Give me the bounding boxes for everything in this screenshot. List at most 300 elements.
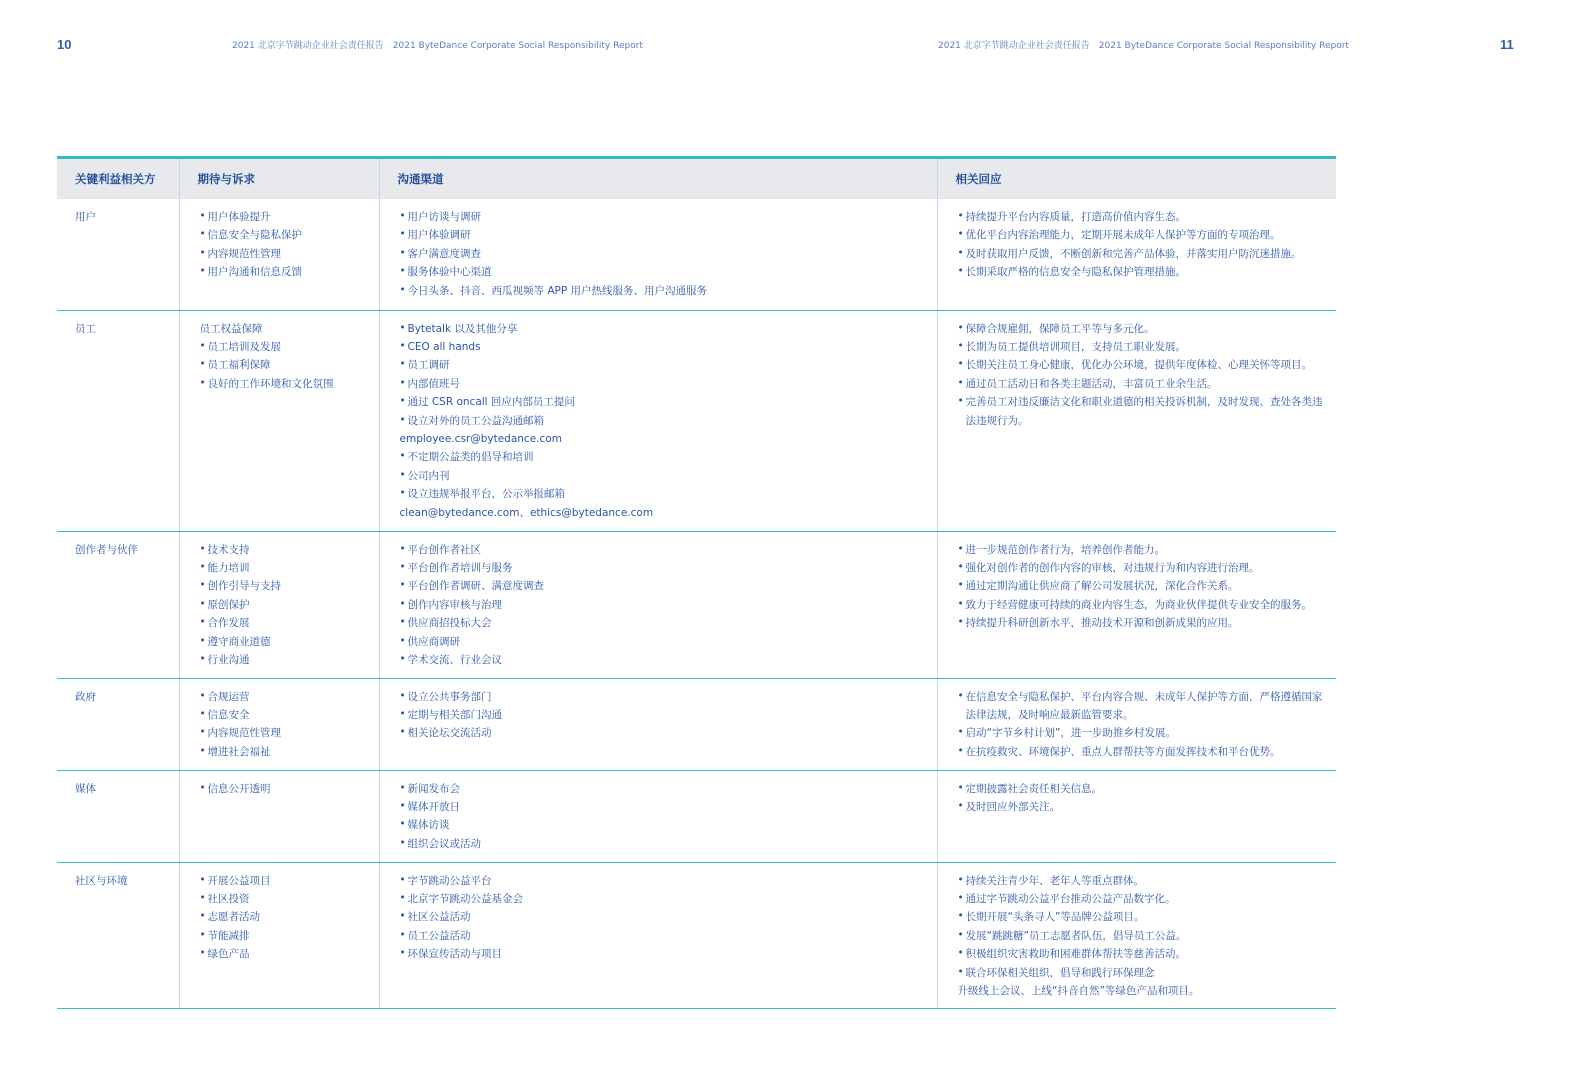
list-item: [958, 964, 1329, 982]
bullet-icon: •: [199, 339, 206, 352]
list-item-text: 持续关注青少年、老年人等重点群体。: [965, 874, 1144, 887]
bullet-icon: •: [399, 616, 406, 629]
bullet-icon: •: [957, 265, 964, 278]
list-item-text: 员工公益活动: [407, 929, 471, 942]
list-item: [400, 945, 929, 963]
list-item: [400, 559, 929, 577]
channels-list: [400, 780, 929, 854]
list-item: [200, 688, 371, 706]
list-item: [200, 596, 371, 614]
list-item-text: 持续提升科研创新水平，推动技术开源和创新成果的应用。: [965, 617, 1239, 630]
bullet-icon: •: [399, 487, 406, 500]
list-item: [958, 559, 1329, 577]
bullet-icon: •: [199, 910, 206, 923]
column-header-expectations: 期待与诉求: [179, 158, 379, 200]
list-item: [400, 596, 929, 614]
list-item: [958, 890, 1329, 908]
expectations-cell: [179, 862, 379, 1009]
expectations-list: [200, 872, 371, 964]
bullet-icon: •: [199, 265, 206, 278]
bullet-icon: •: [199, 726, 206, 739]
list-item-text: 增进社会福祉: [207, 745, 271, 758]
list-item-text: Bytetalk 以及其他分享: [407, 322, 518, 335]
bullet-icon: •: [957, 542, 964, 555]
list-item: [958, 208, 1329, 226]
bullet-icon: •: [957, 616, 964, 629]
bullet-icon: •: [199, 707, 206, 720]
table-header: [57, 158, 1336, 200]
column-header-channels: 沟通渠道: [379, 158, 937, 200]
table-row: [57, 531, 1336, 678]
bullet-icon: •: [957, 781, 964, 794]
bullet-icon: •: [399, 450, 406, 463]
list-item: [400, 724, 929, 742]
list-item-text: 客户满意度调查: [407, 247, 481, 260]
expectations-cell: [179, 770, 379, 862]
list-item-text: 公司内刊: [407, 469, 450, 482]
list-item: [200, 226, 371, 244]
list-item-text: 供应商调研: [407, 635, 460, 648]
list-item-text: 通过员工活动日和各类主题活动，丰富员工业余生活。: [965, 377, 1218, 390]
list-item-text: 设立违规举报平台，公示举报邮箱: [407, 488, 565, 501]
list-item: [400, 485, 929, 503]
stakeholder-cell: 媒体: [57, 770, 179, 862]
list-item-text: 相关论坛交流活动: [407, 727, 492, 740]
list-item: [200, 263, 371, 281]
bullet-icon: •: [199, 358, 206, 371]
list-item-text: 行业沟通: [207, 653, 250, 666]
list-item-text: 社区投资: [207, 892, 250, 905]
responses-list: [958, 688, 1329, 762]
bullet-icon: •: [399, 283, 406, 296]
list-item: [400, 614, 929, 632]
list-item-text: 用户访谈与调研: [407, 211, 481, 223]
list-item: [200, 945, 371, 963]
list-item: [200, 908, 371, 926]
list-item-text: 在信息安全与隐私保护、平台内容合规、未成年人保护等方面，严格遵循国家法律法规，及时响应最新监管要求。: [965, 690, 1323, 721]
bullet-icon: •: [199, 634, 206, 647]
bullet-icon: •: [199, 891, 206, 904]
bullet-icon: •: [399, 413, 406, 426]
list-item-text: 持续提升平台内容质量，打造高价值内容生态。: [965, 211, 1186, 223]
list-item-text: 平台创作者培训与服务: [407, 561, 513, 574]
bullet-icon: •: [957, 376, 964, 389]
list-item-text: 字节跳动公益平台: [407, 874, 492, 887]
stakeholder-cell: 政府: [57, 678, 179, 770]
list-item: [400, 890, 929, 908]
list-item-text: 供应商招投标大会: [407, 617, 492, 630]
channels-cell: [379, 199, 937, 310]
bullet-icon: •: [957, 321, 964, 334]
list-item-text: 设立对外的员工公益沟通邮箱: [407, 414, 544, 427]
list-item: [200, 614, 371, 632]
bullet-icon: •: [399, 634, 406, 647]
column-header-stakeholder: 关键利益相关方: [57, 158, 179, 200]
list-item-text: 平台创作者社区: [407, 543, 481, 556]
bullet-icon: •: [199, 542, 206, 555]
table-row: [57, 199, 1336, 310]
bullet-icon: •: [957, 560, 964, 573]
bullet-icon: •: [399, 228, 406, 241]
responses-cell: [937, 531, 1336, 678]
responses-list: [958, 872, 1329, 1001]
bullet-icon: •: [399, 910, 406, 923]
bullet-icon: •: [399, 799, 406, 812]
list-item-text: 积极组织灾害救助和困难群体帮扶等慈善活动。: [965, 948, 1186, 961]
list-item-text: 服务体验中心渠道: [407, 266, 492, 279]
list-item-text: 遵守商业道德: [207, 635, 271, 648]
expectations-list: [200, 780, 371, 798]
list-item-text: 信息安全: [207, 708, 250, 721]
list-item: [400, 927, 929, 945]
list-item-text: 组织会议或活动: [407, 837, 481, 850]
bullet-icon: •: [957, 947, 964, 960]
list-item: [958, 541, 1329, 559]
channels-cell: [379, 678, 937, 770]
bullet-icon: •: [199, 947, 206, 960]
running-title-left: 2021 北京字节跳动企业社会责任报告 2021 ByteDance Corporate Social Responsibility Report: [232, 41, 643, 51]
bullet-icon: •: [399, 321, 406, 334]
header-row: [57, 158, 1336, 200]
list-item: [958, 872, 1329, 890]
list-item: [958, 393, 1329, 430]
expectations-list: [200, 320, 371, 394]
list-item: [400, 780, 929, 798]
bullet-icon: •: [399, 579, 406, 592]
bullet-icon: •: [399, 210, 406, 222]
list-item: [958, 780, 1329, 798]
bullet-icon: •: [199, 560, 206, 573]
bullet-icon: •: [399, 836, 406, 849]
list-item: [200, 633, 371, 651]
expectations-cell: [179, 199, 379, 310]
channels-list: [400, 541, 929, 670]
list-item-text: 启动“字节乡村计划”，进一步助推乡村发展。: [965, 727, 1176, 740]
list-item: [200, 890, 371, 908]
list-item-text: 通过定期沟通让供应商了解公司发展状况，深化合作关系。: [965, 580, 1239, 593]
list-item-text: 升级线上会议、上线“抖音自然”等绿色产品和项目。: [957, 984, 1200, 997]
list-item: [400, 245, 929, 263]
list-item-text: employee.csr@bytedance.com: [399, 432, 562, 445]
list-item-text: 优化平台内容治理能力，定期开展未成年人保护等方面的专项治理。: [965, 229, 1281, 242]
responses-cell: [937, 678, 1336, 770]
list-item-text: 原创保护: [207, 598, 250, 611]
list-item-text: clean@bytedance.com、ethics@bytedance.com: [399, 506, 654, 519]
bullet-icon: •: [957, 744, 964, 757]
bullet-icon: •: [399, 376, 406, 389]
list-item-text: 媒体开放日: [407, 800, 460, 813]
bullet-icon: •: [957, 228, 964, 241]
list-item-text: 内容规范性管理: [207, 247, 281, 260]
column-header-responses: 相关回应: [937, 158, 1336, 200]
list-item-text: 今日头条、抖音、西瓜视频等 APP 用户热线服务、用户沟通服务: [407, 284, 708, 297]
list-item-text: 用户体验调研: [407, 229, 471, 242]
list-item-text: 定期披露社会责任相关信息。: [965, 782, 1102, 795]
list-item: [400, 633, 929, 651]
list-item: [958, 320, 1329, 338]
list-item-text: 长期关注员工身心健康，优化办公环境，提供年度体检、心理关怀等项目。: [965, 359, 1312, 372]
bullet-icon: •: [199, 616, 206, 629]
bullet-icon: •: [957, 799, 964, 812]
expectations-list: [200, 208, 371, 282]
list-item: [400, 208, 929, 226]
bullet-icon: •: [199, 689, 206, 702]
bullet-icon: •: [399, 781, 406, 794]
running-title-right: 2021 北京字节跳动企业社会责任报告 2021 ByteDance Corporate Social Responsibility Report: [938, 41, 1349, 51]
list-item: [400, 688, 929, 706]
expectations-list: [200, 688, 371, 762]
bullet-icon: •: [957, 246, 964, 259]
list-item-text: 长期开展“头条寻人”等品牌公益项目。: [965, 911, 1145, 924]
bullet-icon: •: [199, 744, 206, 757]
bullet-icon: •: [399, 265, 406, 278]
bullet-icon: •: [399, 358, 406, 371]
list-item: [400, 356, 929, 374]
table-row: [57, 770, 1336, 862]
list-item-text: 内容规范性管理: [207, 727, 281, 740]
list-item-text: 绿色产品: [207, 948, 250, 961]
list-item-text: 联合环保相关组织，倡导和践行环保理念: [965, 966, 1155, 979]
list-item: [200, 375, 371, 393]
list-item: [400, 263, 929, 281]
list-item: [200, 780, 371, 798]
list-item: [400, 706, 929, 724]
bullet-icon: •: [957, 891, 964, 904]
list-item: [400, 872, 929, 890]
list-item-text: 在抗疫救灾、环境保护、重点人群帮扶等方面发挥技术和平台优势。: [965, 745, 1281, 758]
list-item: [958, 688, 1329, 725]
list-item-text: 环保宣传活动与项目: [407, 948, 502, 961]
stakeholder-cell: 用户: [57, 199, 179, 310]
bullet-icon: •: [399, 947, 406, 960]
bullet-icon: •: [399, 818, 406, 831]
list-item-text: 设立公共事务部门: [407, 690, 492, 703]
bullet-icon: •: [199, 873, 206, 886]
list-item: [958, 982, 1329, 1000]
bullet-icon: •: [957, 597, 964, 610]
list-item: [958, 596, 1329, 614]
list-item: [958, 798, 1329, 816]
list-item-text: 内部值班号: [407, 377, 460, 390]
list-item-text: 信息公开透明: [207, 782, 271, 795]
list-item-text: 用户体验提升: [207, 211, 271, 223]
list-item-text: 完善员工对违反廉洁文化和职业道德的相关投诉机制，及时发现、查处各类违法违规行为。: [965, 396, 1323, 427]
bullet-icon: •: [199, 210, 206, 222]
expectations-cell: [179, 531, 379, 678]
stakeholder-cell: 社区与环境: [57, 862, 179, 1009]
bullet-icon: •: [957, 339, 964, 352]
list-item: [200, 356, 371, 374]
bullet-icon: •: [957, 873, 964, 886]
list-item: [400, 467, 929, 485]
responses-cell: [937, 770, 1336, 862]
page-number-right: 11: [1500, 37, 1514, 52]
expectations-cell: [179, 678, 379, 770]
list-item: [958, 614, 1329, 632]
page-number-left: 10: [57, 37, 72, 52]
list-item-text: 信息安全与隐私保护: [207, 229, 302, 242]
channels-list: [400, 208, 929, 300]
list-item: [400, 835, 929, 853]
list-item-text: 及时回应外部关注。: [965, 800, 1060, 813]
list-item: [400, 338, 929, 356]
bullet-icon: •: [399, 597, 406, 610]
list-item: [958, 245, 1329, 263]
list-item-text: 学术交流、行业会议: [407, 653, 502, 666]
bullet-icon: •: [957, 210, 964, 222]
bullet-icon: •: [199, 228, 206, 241]
channels-list: [400, 872, 929, 964]
list-item-text: 社区公益活动: [407, 911, 471, 924]
list-item-text: 开展公益项目: [207, 874, 271, 887]
list-item: [958, 724, 1329, 742]
responses-list: [958, 208, 1329, 282]
list-item: [400, 798, 929, 816]
bullet-icon: •: [399, 395, 406, 408]
bullet-icon: •: [399, 560, 406, 573]
list-item-text: 及时获取用户反馈，不断创新和完善产品体验，并落实用户防沉迷措施。: [965, 247, 1302, 260]
bullet-icon: •: [199, 652, 206, 665]
bullet-icon: •: [399, 891, 406, 904]
table-row: [57, 678, 1336, 770]
list-item: [200, 872, 371, 890]
list-item: [200, 245, 371, 263]
bullet-icon: •: [957, 726, 964, 739]
list-item-text: 合规运营: [207, 690, 250, 703]
list-item-text: 创作引导与支持: [207, 580, 281, 593]
list-item: [400, 320, 929, 338]
bullet-icon: •: [199, 376, 206, 389]
list-item: [200, 724, 371, 742]
list-item-text: 用户沟通和信息反馈: [207, 266, 302, 279]
list-item: [958, 743, 1329, 761]
list-item-text: 员工福利保障: [207, 359, 271, 372]
list-item: [400, 282, 929, 300]
list-item-text: 员工培训及发展: [207, 340, 281, 353]
channels-list: [400, 688, 929, 743]
channels-cell: [379, 531, 937, 678]
bullet-icon: •: [957, 928, 964, 941]
list-item: [400, 504, 929, 522]
bullet-icon: •: [199, 579, 206, 592]
list-item-text: 良好的工作环境和文化氛围: [207, 377, 334, 390]
list-item-text: 不定期公益类的倡导和培训: [407, 451, 534, 464]
channels-cell: [379, 862, 937, 1009]
list-item: [400, 412, 929, 430]
bullet-icon: •: [199, 246, 206, 259]
list-item-text: 合作发展: [207, 617, 250, 630]
list-item-text: 员工调研: [407, 359, 450, 372]
list-item-text: 能力培训: [207, 561, 250, 574]
bullet-icon: •: [399, 707, 406, 720]
list-item: [400, 430, 929, 448]
table-row: [57, 862, 1336, 1009]
table-row: [57, 310, 1336, 531]
bullet-icon: •: [399, 339, 406, 352]
expectations-cell: [179, 310, 379, 531]
list-item: [958, 356, 1329, 374]
bullet-icon: •: [399, 246, 406, 259]
list-item: [958, 375, 1329, 393]
list-item-text: 创作内容审核与治理: [407, 598, 502, 611]
bullet-icon: •: [957, 358, 964, 371]
list-item-text: 媒体访谈: [407, 819, 450, 832]
list-item: [400, 448, 929, 466]
list-item-text: 通过 CSR oncall 回应内部员工提问: [407, 396, 575, 409]
bullet-icon: •: [399, 652, 406, 665]
table-body: [57, 199, 1336, 1009]
list-item-text: 节能减排: [207, 929, 250, 942]
list-item: [958, 577, 1329, 595]
list-item-text: 强化对创作者的创作内容的审核，对违规行为和内容进行治理。: [965, 561, 1260, 574]
list-item: [200, 927, 371, 945]
list-item: [958, 908, 1329, 926]
list-item: [400, 375, 929, 393]
list-item-text: 志愿者活动: [207, 911, 260, 924]
list-item: [200, 577, 371, 595]
stakeholder-cell: 员工: [57, 310, 179, 531]
bullet-icon: •: [957, 965, 964, 978]
bullet-icon: •: [957, 689, 964, 702]
list-item: [400, 226, 929, 244]
list-item: [200, 706, 371, 724]
responses-cell: [937, 199, 1336, 310]
list-item-text: 新闻发布会: [407, 782, 460, 795]
list-item: [958, 945, 1329, 963]
list-item: [200, 338, 371, 356]
list-item: [200, 651, 371, 669]
channels-cell: [379, 310, 937, 531]
channels-cell: [379, 770, 937, 862]
list-item-text: CEO all hands: [407, 340, 481, 353]
bullet-icon: •: [199, 928, 206, 941]
list-item: [958, 263, 1329, 281]
list-item-text: 平台创作者调研、满意度调查: [407, 580, 544, 593]
list-item: [958, 226, 1329, 244]
list-item-text: 员工权益保障: [199, 322, 263, 335]
list-item: [200, 559, 371, 577]
stakeholder-cell: 创作者与伙伴: [57, 531, 179, 678]
bullet-icon: •: [399, 873, 406, 886]
bullet-icon: •: [957, 579, 964, 592]
list-item: [400, 393, 929, 411]
list-item-text: 长期采取严格的信息安全与隐私保护管理措施。: [965, 266, 1186, 279]
list-item: [200, 320, 371, 338]
responses-list: [958, 780, 1329, 817]
list-item-text: 保障合规雇佣，保障员工平等与多元化。: [965, 322, 1155, 335]
bullet-icon: •: [199, 597, 206, 610]
list-item-text: 长期为员工提供培训项目，支持员工职业发展。: [965, 340, 1186, 353]
list-item: [400, 908, 929, 926]
list-item: [200, 541, 371, 559]
responses-list: [958, 541, 1329, 633]
bullet-icon: •: [957, 910, 964, 923]
list-item: [958, 927, 1329, 945]
responses-list: [958, 320, 1329, 430]
responses-cell: [937, 862, 1336, 1009]
list-item-text: 进一步规范创作者行为，培养创作者能力。: [965, 543, 1165, 556]
responses-cell: [937, 310, 1336, 531]
bullet-icon: •: [399, 726, 406, 739]
channels-list: [400, 320, 929, 522]
list-item: [400, 541, 929, 559]
bullet-icon: •: [399, 689, 406, 702]
expectations-list: [200, 541, 371, 670]
list-item: [400, 577, 929, 595]
list-item-text: 致力于经营健康可持续的商业内容生态，为商业伙伴提供专业安全的服务。: [965, 598, 1312, 611]
bullet-icon: •: [399, 542, 406, 555]
bullet-icon: •: [399, 468, 406, 481]
